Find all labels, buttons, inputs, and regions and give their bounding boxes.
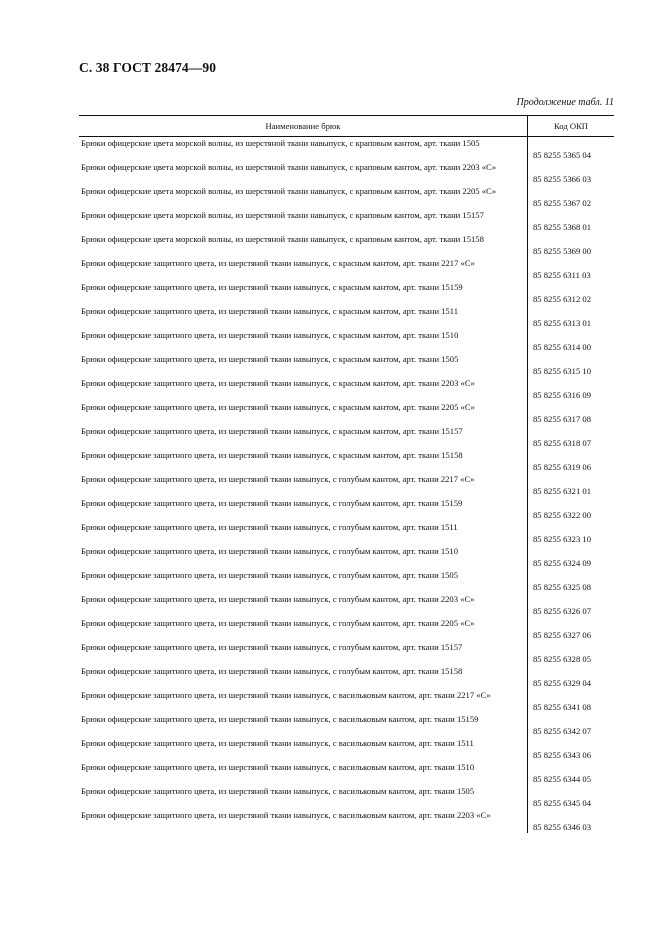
- page-header: С. 38 ГОСТ 28474—90: [79, 60, 217, 75]
- okp-code-cell: 85 8255 5365 04: [533, 150, 592, 160]
- okp-code-cell: 85 8255 6345 04: [533, 798, 592, 808]
- table-row: [79, 425, 614, 449]
- table-row: [79, 641, 614, 665]
- table-row: [79, 521, 614, 545]
- okp-code-cell: 85 8255 6346 03: [533, 822, 592, 832]
- okp-code-cell: 85 8255 6311 03: [533, 270, 591, 280]
- table-header: [79, 116, 614, 137]
- okp-code-cell: 85 8255 6319 06: [533, 462, 592, 472]
- product-name-cell: Брюки офицерские защитного цвета, из шерстяной ткани навыпуск, с голубым кантом, арт. ткани 1510: [81, 546, 459, 556]
- table-row: [79, 281, 614, 305]
- table-row: [79, 593, 614, 617]
- table-row: [79, 161, 614, 185]
- table-row: [79, 713, 614, 737]
- product-code-table: [79, 115, 614, 833]
- product-name-cell: Брюки офицерские защитного цвета, из шерстяной ткани навыпуск, с голубым кантом, арт. ткани 2205 «С»: [81, 618, 475, 628]
- product-name-cell: Брюки офицерские защитного цвета, из шерстяной ткани навыпуск, с голубым кантом, арт. ткани 2203 «С»: [81, 594, 475, 604]
- product-name-cell: Брюки офицерские защитного цвета, из шерстяной ткани навыпуск, с васильковым кантом, арт. ткани 1510: [81, 762, 475, 772]
- table-row: [79, 209, 614, 233]
- table-row: [79, 449, 614, 473]
- table-row: [79, 257, 614, 281]
- table-row: [79, 137, 614, 161]
- okp-code-cell: 85 8255 5369 00: [533, 246, 592, 256]
- table-row: [79, 353, 614, 377]
- okp-code-cell: 85 8255 6328 05: [533, 654, 592, 664]
- product-name-cell: Брюки офицерские защитного цвета, из шерстяной ткани навыпуск, с красным кантом, арт. ткани 15159: [81, 282, 463, 292]
- table-row: [79, 473, 614, 497]
- product-name-cell: Брюки офицерские защитного цвета, из шерстяной ткани навыпуск, с красным кантом, арт. ткани 2205 «С»: [81, 402, 475, 412]
- table-row: [79, 233, 614, 257]
- column-header-name: Наименование брюк: [79, 116, 528, 136]
- table-row: [79, 809, 614, 833]
- okp-code-cell: 85 8255 6318 07: [533, 438, 592, 448]
- okp-code-cell: 85 8255 6314 00: [533, 342, 592, 352]
- column-header-code: Код ОКП: [553, 121, 589, 131]
- table-row: [79, 185, 614, 209]
- okp-code-cell: 85 8255 6343 06: [533, 750, 592, 760]
- okp-code-cell: 85 8255 6344 05: [533, 774, 592, 784]
- okp-code-cell: 85 8255 6317 08: [533, 414, 592, 424]
- table-row: [79, 545, 614, 569]
- product-name-cell: Брюки офицерские защитного цвета, из шерстяной ткани навыпуск, с красным кантом, арт. ткани 1510: [81, 330, 459, 340]
- product-name-cell: Брюки офицерские защитного цвета, из шерстяной ткани навыпуск, с васильковым кантом, арт. ткани 2203 «С»: [81, 810, 491, 820]
- product-name-cell: Брюки офицерские защитного цвета, из шерстяной ткани навыпуск, с голубым кантом, арт. ткани 15157: [81, 642, 463, 652]
- table-continuation-label: Продолжение табл. 11: [516, 97, 614, 108]
- table-row: [79, 785, 614, 809]
- product-name-cell: Брюки офицерские защитного цвета, из шерстяной ткани навыпуск, с васильковым кантом, арт. ткани 1505: [81, 786, 475, 796]
- table-row: [79, 569, 614, 593]
- product-name-cell: Брюки офицерские защитного цвета, из шерстяной ткани навыпуск, с голубым кантом, арт. ткани 1511: [81, 522, 458, 532]
- product-name-cell: Брюки офицерские защитного цвета, из шерстяной ткани навыпуск, с красным кантом, арт. ткани 2203 «С»: [81, 378, 475, 388]
- table-row: [79, 737, 614, 761]
- table-row: [79, 497, 614, 521]
- okp-code-cell: 85 8255 5367 02: [533, 198, 592, 208]
- okp-code-cell: 85 8255 5368 01: [533, 222, 592, 232]
- product-name-cell: Брюки офицерские защитного цвета, из шерстяной ткани навыпуск, с красным кантом, арт. ткани 15157: [81, 426, 463, 436]
- okp-code-cell: 85 8255 6341 08: [533, 702, 592, 712]
- okp-code-cell: 85 8255 6342 07: [533, 726, 592, 736]
- product-name-cell: Брюки офицерские цвета морской волны, из шерстяной ткани навыпуск, с краповым кантом, арт. ткани 15158: [81, 234, 484, 244]
- product-name-cell: Брюки офицерские защитного цвета, из шерстяной ткани навыпуск, с васильковым кантом, арт. ткани 15159: [81, 714, 479, 724]
- product-name-cell: Брюки офицерские защитного цвета, из шерстяной ткани навыпуск, с васильковым кантом, арт. ткани 1511: [81, 738, 474, 748]
- table-row: [79, 305, 614, 329]
- okp-code-cell: 85 8255 6325 08: [533, 582, 592, 592]
- product-name-cell: Брюки офицерские защитного цвета, из шерстяной ткани навыпуск, с голубым кантом, арт. ткани 2217 «С»: [81, 474, 475, 484]
- product-name-cell: Брюки офицерские защитного цвета, из шерстяной ткани навыпуск, с васильковым кантом, арт. ткани 2217 «С»: [81, 690, 491, 700]
- table-row: [79, 761, 614, 785]
- table-row: [79, 689, 614, 713]
- table-row: [79, 401, 614, 425]
- okp-code-cell: 85 8255 6316 09: [533, 390, 592, 400]
- product-name-cell: Брюки офицерские защитного цвета, из шерстяной ткани навыпуск, с голубым кантом, арт. ткани 1505: [81, 570, 459, 580]
- okp-code-cell: 85 8255 6329 04: [533, 678, 592, 688]
- okp-code-cell: 85 8255 6326 07: [533, 606, 592, 616]
- okp-code-cell: 85 8255 5366 03: [533, 174, 592, 184]
- product-name-cell: Брюки офицерские защитного цвета, из шерстяной ткани навыпуск, с красным кантом, арт. ткани 1505: [81, 354, 459, 364]
- okp-code-cell: 85 8255 6327 06: [533, 630, 592, 640]
- product-name-cell: Брюки офицерские защитного цвета, из шерстяной ткани навыпуск, с голубым кантом, арт. ткани 15159: [81, 498, 463, 508]
- table-row: [79, 329, 614, 353]
- okp-code-cell: 85 8255 6312 02: [533, 294, 592, 304]
- product-name-cell: Брюки офицерские защитного цвета, из шерстяной ткани навыпуск, с голубым кантом, арт. ткани 15158: [81, 666, 463, 676]
- product-name-cell: Брюки офицерские цвета морской волны, из шерстяной ткани навыпуск, с краповым кантом, арт. ткани 15157: [81, 210, 484, 220]
- product-name-cell: Брюки офицерские цвета морской волны, из шерстяной ткани навыпуск, с краповым кантом, арт. ткани 2205 «С»: [81, 186, 497, 196]
- okp-code-cell: 85 8255 6321 01: [533, 486, 592, 496]
- okp-code-cell: 85 8255 6324 09: [533, 558, 592, 568]
- okp-code-cell: 85 8255 6315 10: [533, 366, 592, 376]
- okp-code-cell: 85 8255 6322 00: [533, 510, 592, 520]
- okp-code-cell: 85 8255 6323 10: [533, 534, 592, 544]
- table-row: [79, 377, 614, 401]
- table-body: [79, 137, 614, 833]
- table-row: [79, 665, 614, 689]
- product-name-cell: Брюки офицерские защитного цвета, из шерстяной ткани навыпуск, с красным кантом, арт. ткани 1511: [81, 306, 459, 316]
- product-name-cell: Брюки офицерские цвета морской волны, из шерстяной ткани навыпуск, с краповым кантом, арт. ткани 2203 «С»: [81, 162, 497, 172]
- table-row: [79, 617, 614, 641]
- product-name-cell: Брюки офицерские защитного цвета, из шерстяной ткани навыпуск, с красным кантом, арт. ткани 15158: [81, 450, 463, 460]
- okp-code-cell: 85 8255 6313 01: [533, 318, 592, 328]
- product-name-cell: Брюки офицерские защитного цвета, из шерстяной ткани навыпуск, с красным кантом, арт. ткани 2217 «С»: [81, 258, 475, 268]
- product-name-cell: Брюки офицерские цвета морской волны, из шерстяной ткани навыпуск, с краповым кантом, арт. ткани 1505: [81, 138, 480, 148]
